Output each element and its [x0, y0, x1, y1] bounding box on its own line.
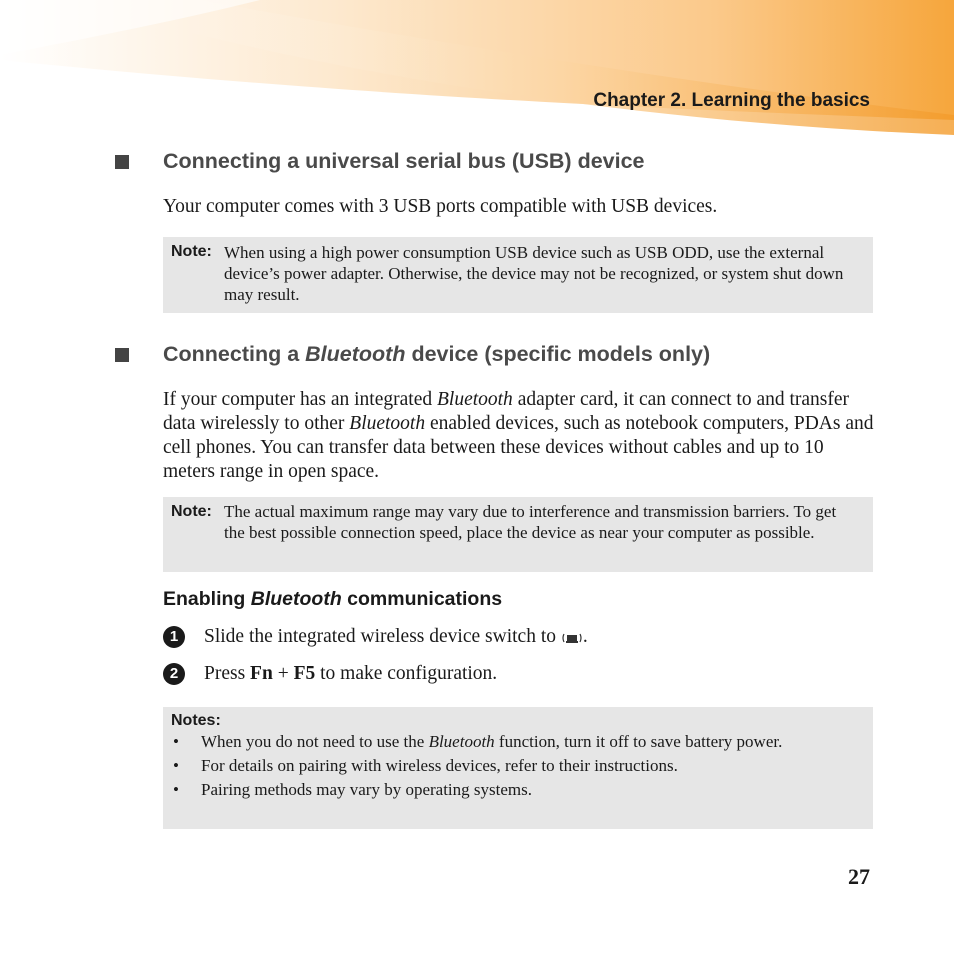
text-run-italic: Bluetooth — [436, 389, 513, 410]
text-run: Slide the integrated wireless device switch to — [204, 626, 561, 647]
page-number: 27 — [848, 864, 870, 889]
text-run: to make configuration. — [315, 663, 498, 684]
bullet-icon: • — [173, 780, 179, 799]
title-part: Connecting a — [163, 342, 306, 366]
note-text: When using a high power consumption USB device such as USB ODD, use the external device’s power adapter. Otherwise, the device may not be recognized, or system shut down may result. — [224, 243, 844, 304]
title-part: communications — [341, 588, 503, 610]
notes-label: Notes: — [171, 712, 221, 729]
bluetooth-note-box — [163, 497, 873, 572]
step-number-1: 1 — [163, 626, 185, 648]
list-item — [171, 755, 853, 776]
key-fn: Fn — [250, 663, 273, 684]
bullet-icon: • — [173, 756, 179, 775]
text-run: adapter card, it can connect to and transfer data wirelessly to other — [163, 389, 850, 434]
wireless-switch-icon — [561, 631, 583, 645]
title-part: Enabling — [163, 588, 251, 610]
list-item — [171, 731, 853, 752]
section-marker-icon — [115, 348, 129, 362]
note-text: The actual maximum range may vary due to interference and transmission barriers. To get the best possible connection speed, place the device as near your computer as possible. — [224, 502, 837, 542]
text-run: Pairing methods may vary by operating systems. — [201, 780, 532, 799]
section-title-usb: Connecting a universal serial bus (USB) device — [163, 149, 645, 173]
usb-note-box — [163, 237, 873, 313]
text-run: . — [582, 626, 588, 647]
bluetooth-body-text — [163, 388, 875, 484]
enabling-subheading — [163, 588, 502, 611]
section-title-bluetooth — [163, 342, 710, 367]
header-banner — [0, 0, 954, 140]
list-item — [171, 779, 853, 800]
title-italic: Bluetooth — [250, 588, 342, 610]
text-run-italic: Bluetooth — [428, 732, 495, 751]
chapter-title: Chapter 2. Learning the basics — [593, 90, 870, 111]
notes-list — [171, 731, 853, 803]
step-number-2: 2 — [163, 663, 185, 685]
usb-body-text: Your computer comes with 3 USB ports compatible with USB devices. — [163, 196, 718, 217]
note-label: Note: — [171, 503, 212, 520]
title-italic: Bluetooth — [305, 342, 406, 366]
note-label: Note: — [171, 243, 212, 260]
bullet-icon: • — [173, 732, 179, 751]
text-run: function, turn it off to save battery power. — [494, 732, 783, 751]
step-1-text — [204, 625, 588, 649]
text-run-italic: Bluetooth — [349, 413, 426, 434]
step-2-text — [204, 662, 497, 686]
text-run: + — [272, 663, 294, 684]
text-run: Press — [204, 663, 251, 684]
key-f5: F5 — [293, 663, 316, 684]
text-run: For details on pairing with wireless devices, refer to their instructions. — [201, 756, 678, 775]
text-run: When you do not need to use the — [201, 732, 429, 751]
text-run: If your computer has an integrated — [163, 389, 437, 410]
notes-box — [163, 707, 873, 829]
title-part: device (specific models only) — [405, 342, 711, 366]
text-run: enabled devices, such as notebook computers, PDAs and cell phones. You can transfer data between these devices without cables and up to 10 meters range in open space. — [163, 413, 874, 482]
section-marker-icon — [115, 155, 129, 169]
